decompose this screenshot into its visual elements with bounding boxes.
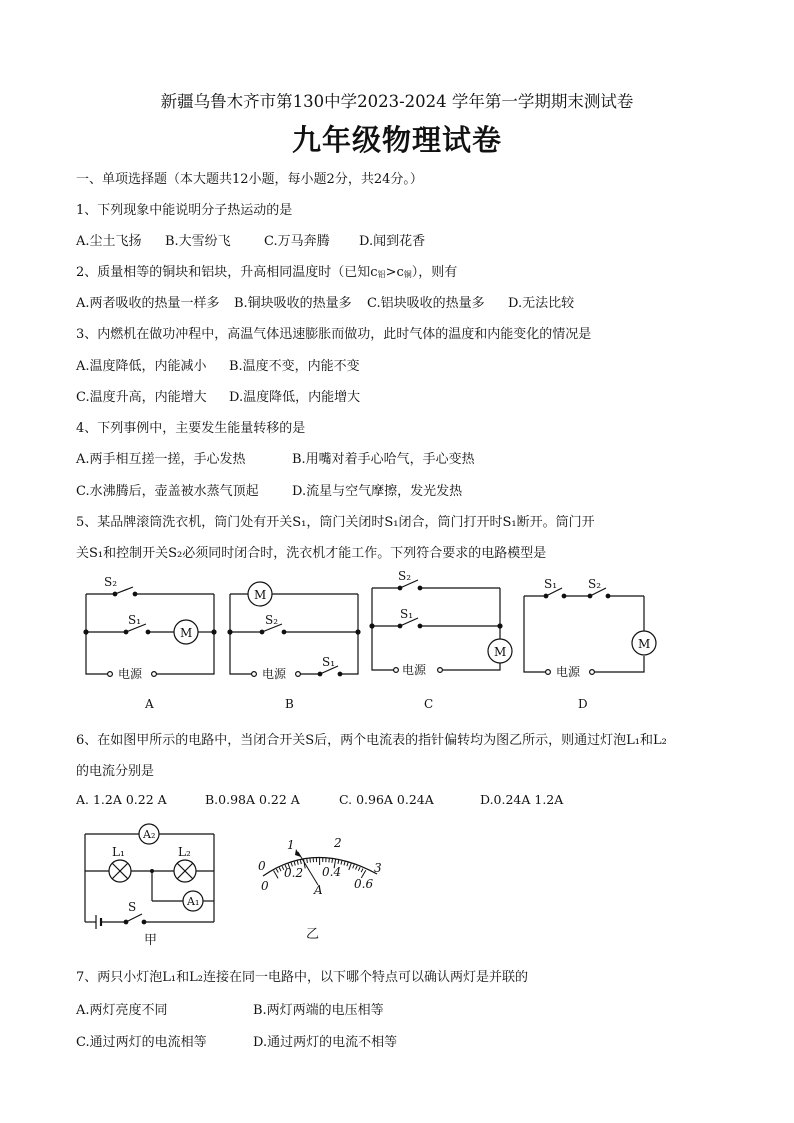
option-c: C.通过两灯的电流相等 — [76, 1035, 207, 1050]
circuit-a — [84, 587, 216, 676]
scale-top-3: 3 — [374, 861, 382, 875]
scale-tick — [338, 860, 339, 864]
option-b: B.两灯两端的电压相等 — [253, 1003, 384, 1018]
scale-tick — [344, 862, 345, 866]
scale-bottom-02: 0.2 — [284, 866, 304, 880]
option-d: D.流星与空气摩擦，发光发热 — [292, 484, 463, 499]
option-c: C.温度升高，内能增大 — [76, 390, 207, 405]
motor-label: M — [638, 637, 651, 651]
unit-label: A — [314, 883, 323, 897]
page-title: 九年级物理试卷 — [291, 123, 502, 157]
switch-label: S₁ — [322, 655, 336, 669]
option-b: B.大雪纷飞 — [165, 234, 231, 249]
option-b: B.铜块吸收的热量多 — [234, 296, 352, 311]
option-b: B.温度不变，内能不变 — [229, 359, 360, 374]
option-a: A.尘土飞扬 — [76, 234, 142, 249]
question-5-line2: 关S₁和控制开关S₂必须同时闭合时，洗衣机才能工作。下列符合要求的电路模型是 — [76, 546, 547, 561]
motor-label: M — [494, 645, 507, 659]
question-3-stem: 3、内燃机在做功冲程中，高温气体迅速膨胀而做功，此时气体的温度和内能变化的情况是 — [76, 327, 592, 342]
figure-yi-ammeter — [240, 830, 390, 940]
lamp-l1-label: L₁ — [112, 845, 125, 859]
switch-label: S₂ — [104, 575, 118, 589]
scale-tick — [349, 863, 351, 870]
option-c: C. 0.96A 0.24A — [339, 792, 434, 807]
question-4-options-row2 — [76, 480, 462, 499]
question-5-line1: 5、某品牌滚筒洗衣机，筒门处有开关S₁，筒门关闭时S₁闭合，筒门打开时S₁断开。筒门开 — [76, 515, 595, 530]
figure-caption: 甲 — [144, 933, 158, 948]
ammeter-a1-label: A₁ — [187, 895, 200, 908]
scale-tick — [356, 866, 358, 870]
power-label: 电源 — [402, 663, 427, 677]
power-label: 电源 — [556, 665, 581, 679]
scale-tick — [279, 868, 281, 872]
figure-caption: 乙 — [306, 927, 320, 940]
question-6-options — [76, 792, 563, 807]
question-3-options-row1 — [76, 355, 360, 374]
switch-label: S₂ — [398, 569, 412, 583]
question-4-stem: 4、下列事例中，主要发生能量转移的是 — [76, 421, 306, 436]
scale-tick — [300, 860, 301, 864]
ammeter-a2-label: A₂ — [143, 828, 156, 841]
motor-label: M — [254, 588, 267, 602]
circuit-b — [228, 582, 360, 676]
option-d: D.温度降低，内能增大 — [229, 390, 361, 405]
switch-label: S₁ — [544, 577, 558, 591]
circuit-c — [370, 580, 512, 672]
section-heading: 一、单项选择题（本大题共12小题，每小题2分，共24分。） — [76, 172, 423, 187]
scale-tick — [332, 859, 333, 863]
option-a: A.两手相互搓一搓，手心发热 — [76, 452, 246, 467]
option-c: C.万马奔腾 — [264, 234, 330, 249]
question-7-options-row1 — [76, 999, 384, 1018]
figure-label: A — [145, 697, 154, 711]
question-6-line1: 6、在如图甲所示的电路中，当闭合开关S后，两个电流表的指针偏转均为图乙所示，则通过灯泡L₁和L₂ — [76, 733, 667, 748]
motor-label: M — [180, 626, 193, 640]
scale-tick — [347, 862, 348, 866]
scale-tick — [297, 861, 298, 865]
power-label: 电源 — [262, 667, 287, 681]
question-6-line2: 的电流分别是 — [76, 764, 155, 779]
question-1-stem: 1、下列现象中能说明分子热运动的是 — [76, 203, 293, 218]
scale-bottom-06: 0.6 — [354, 877, 374, 891]
figure-label: C — [424, 697, 434, 711]
question-1-options — [76, 230, 425, 249]
switch-label: S₂ — [265, 613, 279, 627]
question-7-stem: 7、两只小灯泡L₁和L₂连接在同一电路中，以下哪个特点可以确认两灯是并联的 — [76, 970, 528, 985]
option-a: A.两灯亮度不同 — [76, 1003, 168, 1018]
option-d: D.通过两灯的电流不相等 — [253, 1035, 398, 1050]
circuit-d — [524, 588, 656, 674]
scale-bottom-04: 0.4 — [322, 865, 342, 879]
option-c: C.水沸腾后，壶盖被水蒸气顶起 — [76, 484, 259, 499]
school-header: 新疆乌鲁木齐市第130中学2023-2024 学年第一学期期末测试卷 — [160, 92, 634, 111]
option-a: A.温度降低，内能减小 — [76, 359, 207, 374]
switch-label: S₁ — [128, 613, 142, 627]
option-c: C.铝块吸收的热量多 — [367, 296, 485, 311]
scale-top-1: 1 — [287, 838, 295, 852]
option-a: A.两者吸收的热量一样多 — [76, 296, 220, 311]
scale-tick — [341, 861, 342, 865]
lamp-l2-label: L₂ — [178, 845, 191, 859]
figure-label: D — [578, 697, 588, 711]
scale-tick — [294, 862, 295, 866]
figure-jia-circuit — [76, 818, 226, 950]
question-3-options-row2 — [76, 386, 360, 405]
question-2-stem: 2、质量相等的铜块和铝块，升高相同温度时（已知c铝>c铜），则有 — [76, 265, 458, 280]
scale-tick — [353, 865, 355, 869]
option-d: D.闻到花香 — [359, 234, 426, 249]
power-label: 电源 — [118, 667, 143, 681]
scale-top-zero: 0 — [258, 859, 266, 873]
option-d: D.0.24A 1.2A — [480, 792, 564, 807]
question-2-options — [76, 292, 574, 311]
option-b: B.用嘴对着手心哈气，手心变热 — [292, 452, 475, 467]
switch-s-label: S — [128, 900, 137, 914]
scale-tick — [358, 867, 360, 871]
scale-top-2: 2 — [334, 836, 342, 850]
question-4-options-row1 — [76, 448, 475, 467]
scale-bottom-0: 0 — [261, 879, 269, 893]
scale-tick — [307, 859, 308, 863]
question-7-options-row2 — [76, 1031, 397, 1050]
switch-label: S₂ — [588, 577, 602, 591]
option-a: A. 1.2A 0.22 A — [76, 792, 167, 807]
figure-label: B — [285, 697, 294, 711]
question-5-circuit-figures — [0, 566, 794, 716]
option-d: D.无法比较 — [508, 296, 575, 311]
scale-tick — [276, 869, 278, 873]
switch-label: S₁ — [400, 607, 414, 621]
scale-tick — [361, 869, 363, 873]
option-b: B.0.98A 0.22 A — [205, 792, 300, 807]
